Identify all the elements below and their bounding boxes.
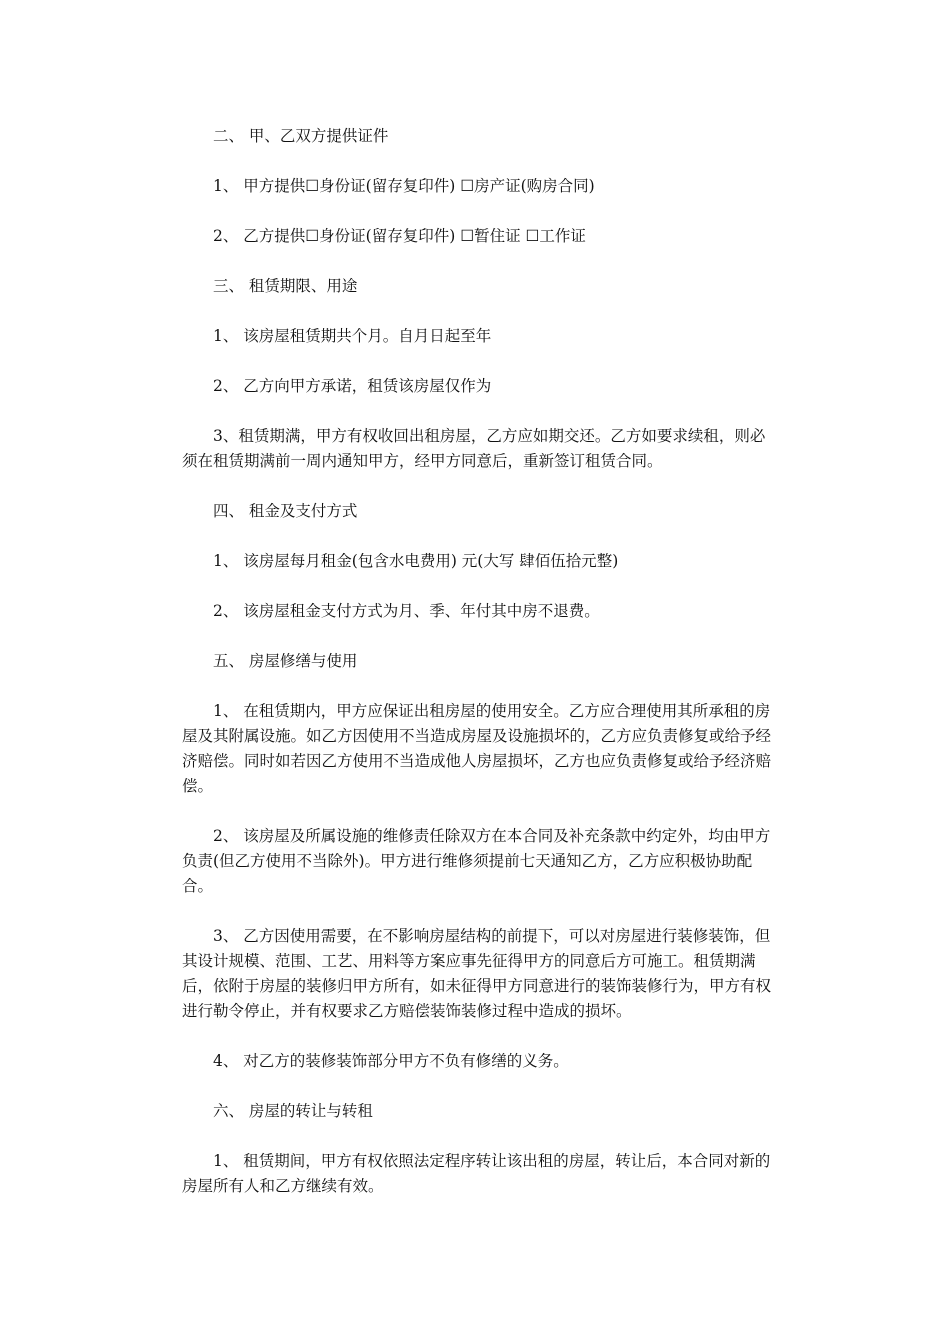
section-heading-4: 四、 租金及支付方式: [213, 502, 358, 520]
section-heading-5: 五、 房屋修缮与使用: [213, 652, 358, 670]
clause-5-4: 4、 对乙方的装修装饰部分甲方不负有修缮的义务。: [213, 1052, 569, 1070]
clause-4-1: 1、 该房屋每月租金(包含水电费用) 元(大写 肆佰伍拾元整): [213, 552, 619, 570]
clause-5-2: 2、 该房屋及所属设施的维修责任除双方在本合同及补充条款中约定外，均由甲方负责(但乙方使用不当除外)。甲方进行维修须提前七天通知乙方，乙方应积极协助配合。: [182, 827, 771, 895]
clause-2-1: 1、 甲方提供☐身份证(留存复印件) ☐房产证(购房合同): [213, 177, 595, 195]
clause-3-3: 3、租赁期满，甲方有权收回出租房屋，乙方应如期交还。乙方如要求续租，则必须在租赁期满前一周内通知甲方，经甲方同意后，重新签订租赁合同。: [182, 427, 766, 470]
section-heading-2: 二、 甲、乙双方提供证件: [213, 127, 389, 145]
clause-4-2: 2、 该房屋租金支付方式为月、季、年付其中房不退费。: [213, 602, 600, 620]
section-heading-3: 三、 租赁期限、用途: [213, 277, 358, 295]
contract-body: [182, 124, 778, 1224]
clause-2-2: 2、 乙方提供☐身份证(留存复印件) ☐暂住证 ☐工作证: [213, 227, 586, 245]
clause-5-1: 1、 在租赁期内，甲方应保证出租房屋的使用安全。乙方应合理使用其所承租的房屋及其附属设施。如乙方因使用不当造成房屋及设施损坏的，乙方应负责修复或给予经济赔偿。同时如若因乙方使用不当造成他人房屋损坏，乙方也应负责修复或给予经济赔偿。: [182, 702, 772, 795]
clause-6-1: 1、 租赁期间，甲方有权依照法定程序转让该出租的房屋，转让后，本合同对新的房屋所有人和乙方继续有效。: [182, 1152, 771, 1195]
clause-5-3: 3、 乙方因使用需要，在不影响房屋结构的前提下，可以对房屋进行装修装饰，但其设计规模、范围、工艺、用料等方案应事先征得甲方的同意后方可施工。租赁期满后，依附于房屋的装修归甲方所有，如未征得甲方同意进行的装饰装修行为，甲方有权进行勒令停止，并有权要求乙方赔偿装饰装修过程中造成的损坏。: [182, 927, 772, 1020]
section-heading-6: 六、 房屋的转让与转租: [213, 1102, 373, 1120]
clause-3-2: 2、 乙方向甲方承诺，租赁该房屋仅作为: [213, 377, 492, 395]
clause-3-1: 1、 该房屋租赁期共个月。自月日起至年: [213, 327, 492, 345]
